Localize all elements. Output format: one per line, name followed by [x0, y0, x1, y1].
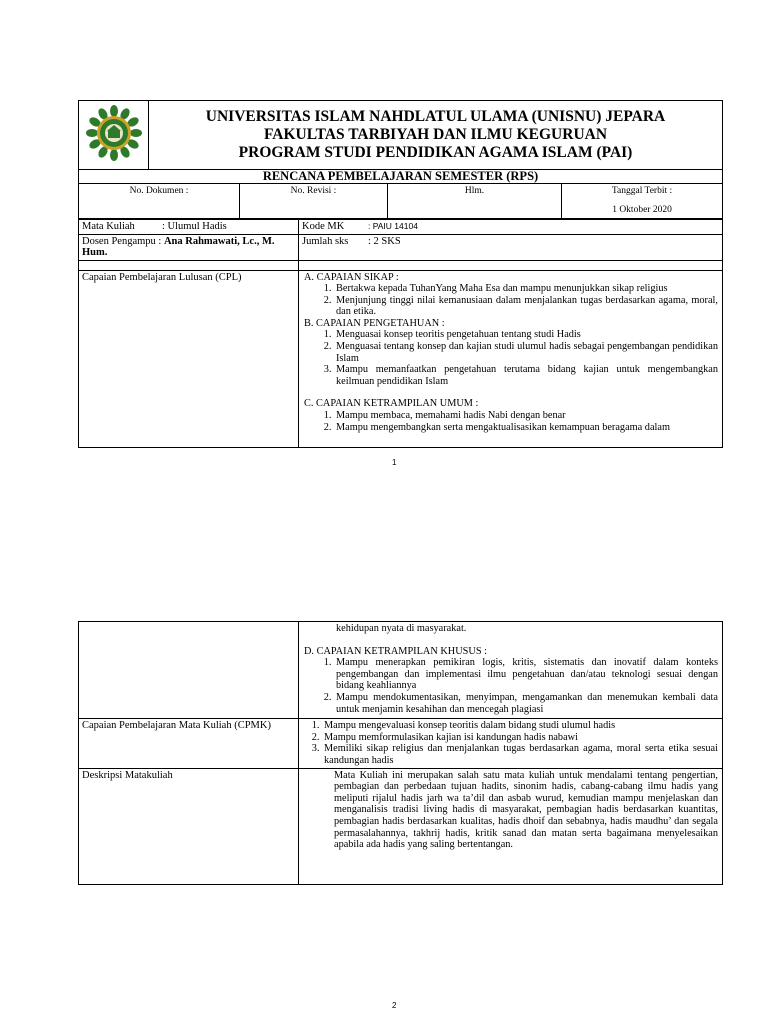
revisi-label: No. Revisi :	[240, 184, 388, 219]
institution-heading	[149, 101, 723, 170]
cpmk-list	[304, 720, 718, 766]
empty-cell-right	[299, 260, 723, 270]
dokumen-label: No. Dokumen :	[79, 184, 240, 219]
empty-cell-left	[79, 260, 299, 270]
deskripsi-label: Deskripsi Matakuliah	[79, 768, 299, 884]
unisnu-logo-icon	[85, 104, 143, 162]
cpl-content	[299, 270, 723, 447]
sks-value: : 2 SKS	[368, 235, 401, 247]
rps-title: RENCANA PEMBELAJARAN SEMESTER (RPS)	[79, 170, 723, 184]
tanggal-cell	[562, 184, 723, 219]
matkul-value: : Ulumul Hadis	[162, 221, 227, 232]
faculty-name: FAKULTAS TARBIYAH DAN ILMU KEGURUAN	[263, 126, 608, 143]
list-item: 1. Mampu membaca, memahami hadis Nabi dengan benar	[334, 410, 718, 422]
sikap-heading: A. CAPAIAN SIKAP :	[304, 271, 399, 283]
deskripsi-text: Mata Kuliah ini merupakan salah satu mata kuliah untuk mendalami tentang pengertian, pembagian dan perbedaan tujuan hadits, sinonim hadis, cabang-cabang ilmu hadis yang meliputi rijalul hadis jarh wa ta’dil dan asbab wurud, kemudian mampu menjelaskan dan menganalisis tradisi living hadis di masyarakat, pembagian hadis berdasarkan kuantitas, pembagian hadis berdasarkan kualitas, hadis dhoif dan sebabnya, hadis maudhu’ dan segala permasalahannya, takhrij hadis, kritik sanad dan matan serta bagaimana menyelesaikan apabila ada hadis yang saling bertentangan.	[334, 769, 718, 851]
list-item: 2. Menguasai tentang konsep dan kajian studi ulumul hadis sebagai pengembangan pendidikan Islam	[334, 341, 718, 364]
umum-continuation: kehidupan nyata di masyarakat.	[336, 623, 467, 634]
kode-value: : PAIU 14104	[368, 221, 418, 231]
list-item: 1. Mampu mengevaluasi konsep teoritis dalam bidang studi ulumul hadis	[322, 720, 718, 732]
program-name: PROGRAM STUDI PENDIDIKAN AGAMA ISLAM (PAI)	[238, 144, 633, 161]
rps-content-table	[78, 621, 723, 885]
list-item: 1. Menguasai konsep teoritis pengetahuan tentang studi Hadis	[334, 329, 718, 341]
matkul-cell	[79, 220, 299, 235]
page-1	[78, 100, 722, 448]
list-item: 1. Bertakwa kepada TuhanYang Maha Esa dan mampu menunjukkan sikap religius	[334, 283, 718, 295]
khusus-list	[304, 657, 718, 715]
page-number-2: 2	[392, 1001, 397, 1010]
pengetahuan-heading: B. CAPAIAN PENGETAHUAN :	[304, 317, 445, 329]
university-name: UNIVERSITAS ISLAM NAHDLATUL ULAMA (UNISNU) JEPARA	[205, 108, 666, 125]
rps-header-table	[78, 100, 723, 219]
cpmk-label: Capaian Pembelajaran Mata Kuliah (CPMK)	[79, 719, 299, 768]
kode-cell	[299, 220, 723, 235]
cpmk-content	[299, 719, 723, 768]
list-item: 2. Mampu mendokumentasikan, menyimpan, mengamankan dan menemukan kembali data untuk menjamin kesahihan dan mencegah plagiasi	[334, 692, 718, 715]
page-2	[78, 621, 722, 885]
list-item: 3. Memiliki sikap religius dan menjalankan tugas berdasarkan agama, moral serta etika sesuai kandungan hadis	[322, 743, 718, 766]
khusus-heading: D. CAPAIAN KETRAMPILAN KHUSUS :	[304, 645, 487, 657]
kode-label: Kode MK	[302, 221, 345, 232]
sks-label: Jumlah sks	[302, 235, 349, 247]
pengetahuan-list	[304, 329, 718, 387]
dosen-value: Ana Rahmawati, Lc., M. Hum.	[82, 235, 275, 258]
tanggal-label: Tanggal Terbit :	[611, 186, 673, 196]
list-item: 2. Mampu memformulasikan kajian isi kandungan hadis nabawi	[322, 732, 718, 744]
matkul-label: Mata Kuliah	[82, 221, 135, 232]
dosen-cell	[79, 234, 299, 260]
cpl-continuation-label	[79, 622, 299, 719]
list-item: 1. Mampu menerapkan pemikiran logis, kritis, sistematis dan inovatif dalam konteks pengembangan dan implementasi ilmu pengetahuan dan/atau teknologi sesuai dengan bidang keahliannya	[334, 657, 718, 692]
list-item: 2. Mampu mengembangkan serta mengaktualisasikan kemampuan beragama dalam	[334, 422, 718, 434]
tanggal-value: 1 Oktober 2020	[612, 205, 672, 215]
cpl-continuation	[299, 622, 723, 719]
umum-heading: C. CAPAIAN KETRAMPILAN UMUM :	[304, 398, 479, 410]
logo-cell	[79, 101, 149, 170]
sks-cell	[299, 234, 723, 260]
list-item: 2. Menjunjung tinggi nilai kemanusiaan dalam menjalankan tugas berdasarkan agama, moral, dan etika.	[334, 295, 718, 318]
sikap-list	[304, 283, 718, 318]
deskripsi-content	[299, 768, 723, 884]
cpl-label: Capaian Pembelajaran Lulusan (CPL)	[79, 270, 299, 447]
page-number-1: 1	[392, 458, 397, 467]
dosen-label: Dosen Pengampu :	[82, 235, 162, 247]
umum-list	[304, 410, 718, 433]
list-item: 3. Mampu memanfaatkan pengetahuan terutama bidang kajian untuk mengembangkan keilmuan pendidikan Islam	[334, 364, 718, 387]
hlm-label: Hlm.	[388, 184, 562, 219]
course-info-table	[78, 219, 723, 448]
